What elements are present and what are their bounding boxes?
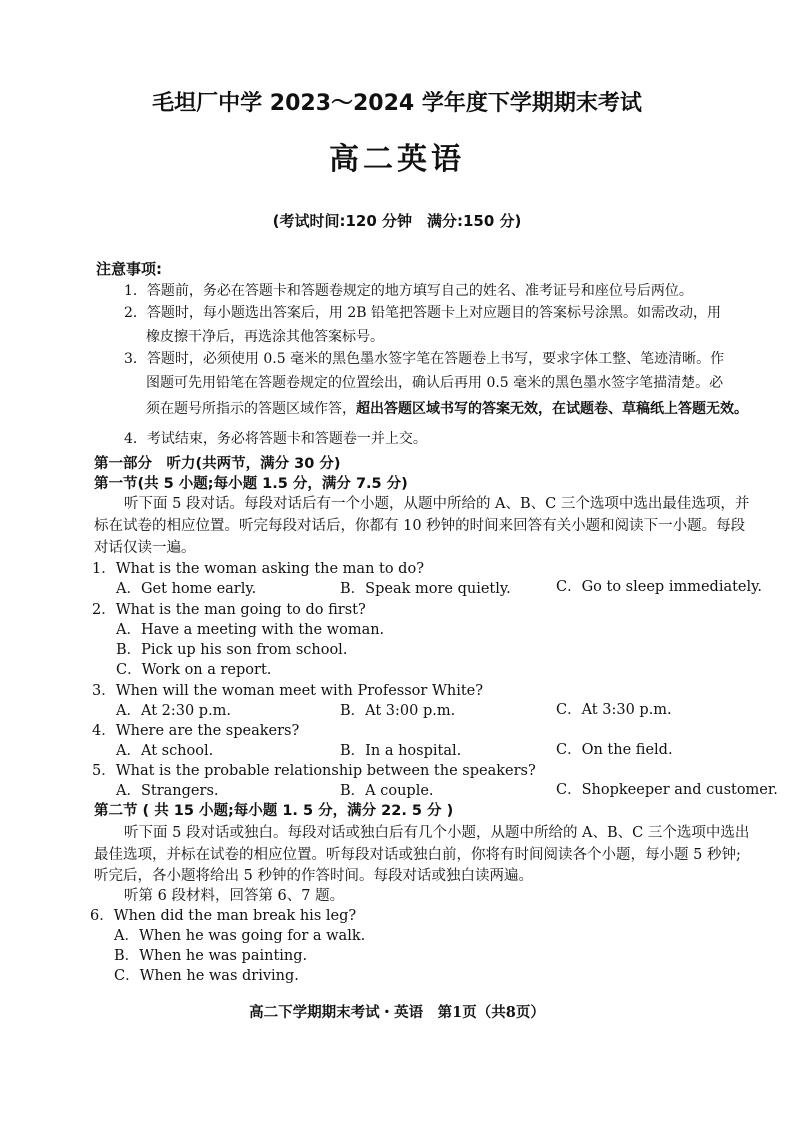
q2-option-b: B．Pick up his son from school.	[116, 642, 348, 658]
q5-option-c: C．Shopkeeper and customer.	[556, 782, 778, 798]
q4-option-c: C．On the field.	[556, 742, 673, 758]
note-1: 1．答题前，务必在答题卡和答题卷规定的地方填写自己的姓名、准考证号和座位号后两位。	[124, 283, 693, 299]
note-2b: 橡皮擦干净后，再选涂其他答案标号。	[146, 329, 384, 345]
note-3c-plain: 须在题号所指示的答题区域作答，	[146, 401, 356, 417]
question-3: 3．When will the woman meet with Professor White?	[92, 683, 484, 699]
q5-option-a: A．Strangers.	[116, 783, 219, 799]
section1-instruction-a: 听下面 5 段对话。每段对话后有一个小题，从题中所给的 A、B、C 三个选项中选出最佳选项，并	[124, 496, 750, 512]
q6-option-a: A．When he was going for a walk.	[114, 928, 366, 944]
exam-info: (考试时间:120 分钟 满分:150 分)	[272, 212, 522, 230]
q3-option-a: A．At 2:30 p.m.	[116, 703, 232, 719]
q2-option-c: C．Work on a report.	[116, 662, 272, 678]
section2-heading: 第二节 ( 共 15 小题;每小题 1. 5 分，满分 22. 5 分 )	[94, 803, 454, 819]
q2-option-a: A．Have a meeting with the woman.	[116, 622, 385, 638]
q3-option-c: C．At 3:30 p.m.	[556, 702, 672, 718]
section2-instruction-c: 听完后，各小题将给出 5 秒钟的作答时间。每段对话或独白读两遍。	[94, 868, 533, 884]
section2-instruction-a: 听下面 5 段对话或独白。每段对话或独白后有几个小题，从题中所给的 A、B、C 三个选项中选出	[124, 825, 750, 841]
note-3b: 图题可先用铅笔在答题卷规定的位置绘出，确认后再用 0.5 毫米的黑色墨水签字笔描清楚。必	[146, 375, 724, 391]
q6-option-c: C．When he was driving.	[114, 968, 299, 984]
section2-instruction-d: 听第 6 段材料，回答第 6、7 题。	[124, 888, 345, 904]
note-2a: 2．答题时，每小题选出答案后，用 2B 铅笔把答题卡上对应题目的答案标号涂黑。如需改动，用	[124, 305, 722, 321]
question-5: 5．What is the probable relationship between the speakers?	[92, 763, 536, 779]
subject-title: 高二英语	[329, 142, 465, 177]
q4-option-a: A．At school.	[116, 743, 214, 759]
note-3c	[146, 398, 748, 418]
q3-option-b: B．At 3:00 p.m.	[340, 703, 456, 719]
section1-instruction-c: 对话仅读一遍。	[94, 540, 196, 556]
q1-option-a: A．Get home early.	[116, 581, 257, 597]
page-footer: 高二下学期期末考试・英语 第1页（共8页）	[249, 1004, 545, 1021]
question-1: 1．What is the woman asking the man to do?	[92, 561, 424, 577]
note-3a: 3．答题时，必须使用 0.5 毫米的黑色墨水签字笔在答题卷上书写，要求字体工整、笔迹清晰。作	[124, 351, 725, 367]
q4-option-b: B．In a hospital.	[340, 743, 462, 759]
note-4: 4．考试结束，务必将答题卡和答题卷一并上交。	[124, 431, 427, 447]
section1-instruction-b: 标在试卷的相应位置。听完每段对话后，你都有 10 秒钟的时间来回答有关小题和阅读下一小题。每段	[94, 518, 746, 534]
question-4: 4．Where are the speakers?	[92, 723, 300, 739]
part1-heading: 第一部分 听力(共两节，满分 30 分)	[94, 456, 341, 472]
note-3c-bold: 超出答题区域书写的答案无效，在试题卷、草稿纸上答题无效。	[356, 401, 748, 417]
section1-heading: 第一节(共 5 小题;每小题 1.5 分，满分 7.5 分)	[94, 476, 408, 492]
section2-instruction-b: 最佳选项，并标在试卷的相应位置。听每段对话或独白前，你将有时间阅读各个小题，每小题 5 秒钟;	[94, 847, 741, 863]
question-2: 2．What is the man going to do first?	[92, 602, 366, 618]
q5-option-b: B．A couple.	[340, 783, 434, 799]
question-6: 6．When did the man break his leg?	[90, 908, 357, 924]
q1-option-b: B．Speak more quietly.	[340, 581, 511, 597]
q1-option-c: C．Go to sleep immediately.	[556, 579, 763, 595]
q6-option-b: B．When he was painting.	[114, 948, 308, 964]
notes-heading: 注意事项:	[96, 260, 162, 278]
exam-title: 毛坦厂中学 2023～2024 学年度下学期期末考试	[152, 91, 642, 116]
